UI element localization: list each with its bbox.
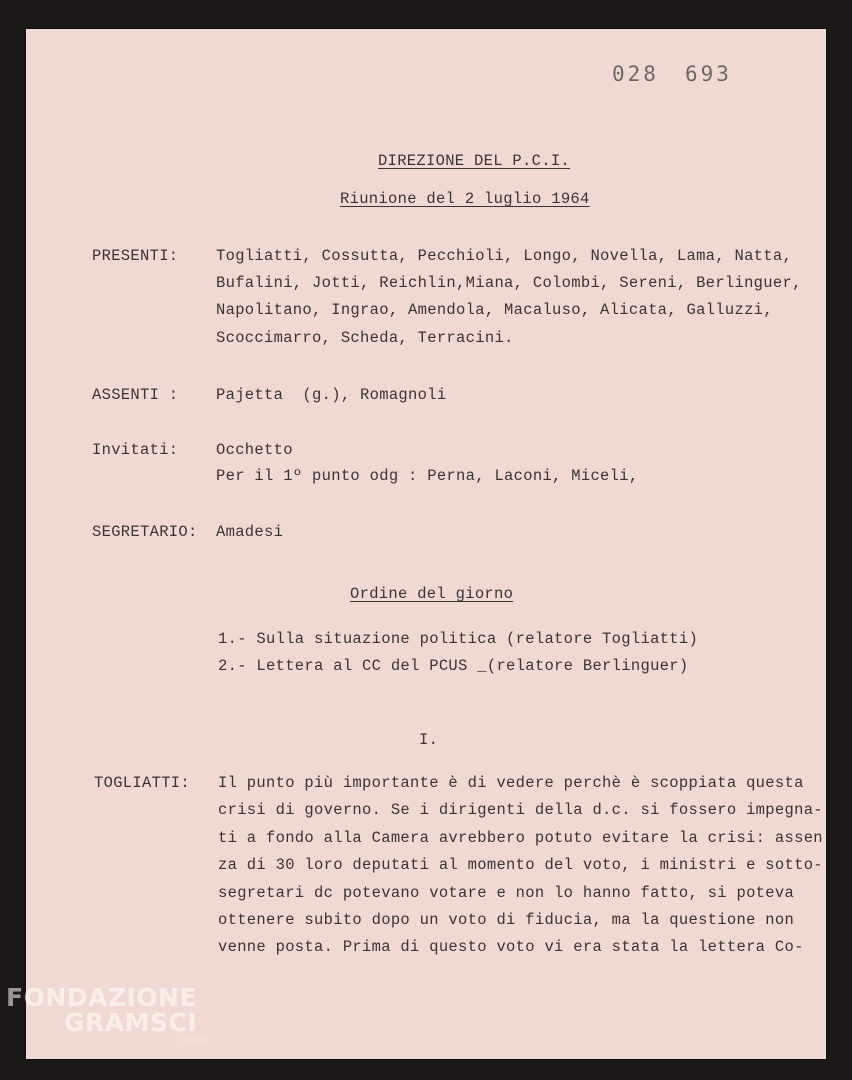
document-subtitle: Riunione del 2 luglio 1964 [340, 190, 590, 208]
togliatti-line: venne posta. Prima di questo voto vi era stata la lettera Co- [218, 938, 804, 956]
togliatti-label: TOGLIATTI: [94, 774, 191, 792]
presenti-line: Napolitano, Ingrao, Amendola, Macaluso, Alicata, Galluzzi, [216, 301, 773, 319]
document-page [26, 29, 826, 1059]
presenti-line: Bufalini, Jotti, Reichlin,Miana, Colombi, Sereni, Berlinguer, [216, 274, 802, 292]
togliatti-line: za di 30 loro deputati al momento del voto, i ministri e sotto- [218, 856, 823, 874]
watermark-line: onlus [180, 1034, 207, 1045]
invitati-label: Invitati: [92, 441, 179, 459]
document-number-part: 028 [612, 62, 659, 86]
togliatti-line: Il punto più importante è di vedere perchè è scoppiata questa [218, 774, 804, 792]
assenti-label: ASSENTI : [92, 386, 179, 404]
section-numeral: I. [419, 731, 439, 749]
togliatti-line: segretari dc potevano votare e non lo hanno fatto, si poteva [218, 884, 795, 902]
presenti-line: Togliatti, Cossutta, Pecchioli, Longo, Novella, Lama, Natta, [216, 247, 793, 265]
watermark-line: GRAMSCI [64, 1008, 198, 1037]
document-number [612, 62, 758, 86]
segretario-label: SEGRETARIO: [92, 523, 198, 541]
invitati-line: Per il 1º punto odg : Perna, Laconi, Miceli, [216, 467, 639, 485]
segretario-value: Amadesi [216, 523, 284, 541]
presenti-line: Scoccimarro, Scheda, Terracini. [216, 329, 514, 347]
ordine-heading: Ordine del giorno [350, 585, 514, 603]
presenti-label: PRESENTI: [92, 247, 179, 265]
document-number-part: 693 [684, 62, 732, 86]
togliatti-line: ottenere subito dopo un voto di fiducia, ma la questione non [218, 911, 795, 929]
document-title: DIREZIONE DEL P.C.I. [378, 152, 571, 170]
ordine-item: 1.- Sulla situazione politica (relatore Togliatti) [218, 630, 699, 648]
invitati-line: Occhetto [216, 441, 293, 459]
togliatti-line: ti a fondo alla Camera avrebbero potuto evitare la crisi: assen [218, 829, 823, 847]
assenti-value: Pajetta (g.), Romagnoli [216, 386, 447, 404]
watermark-line: FONDAZIONE [6, 983, 198, 1012]
ordine-item: 2.- Lettera al CC del PCUS _(relatore Berlinguer) [218, 657, 689, 675]
fondazione-gramsci-watermark [6, 985, 207, 1045]
togliatti-line: crisi di governo. Se i dirigenti della d.c. si fossero impegna- [218, 801, 823, 819]
